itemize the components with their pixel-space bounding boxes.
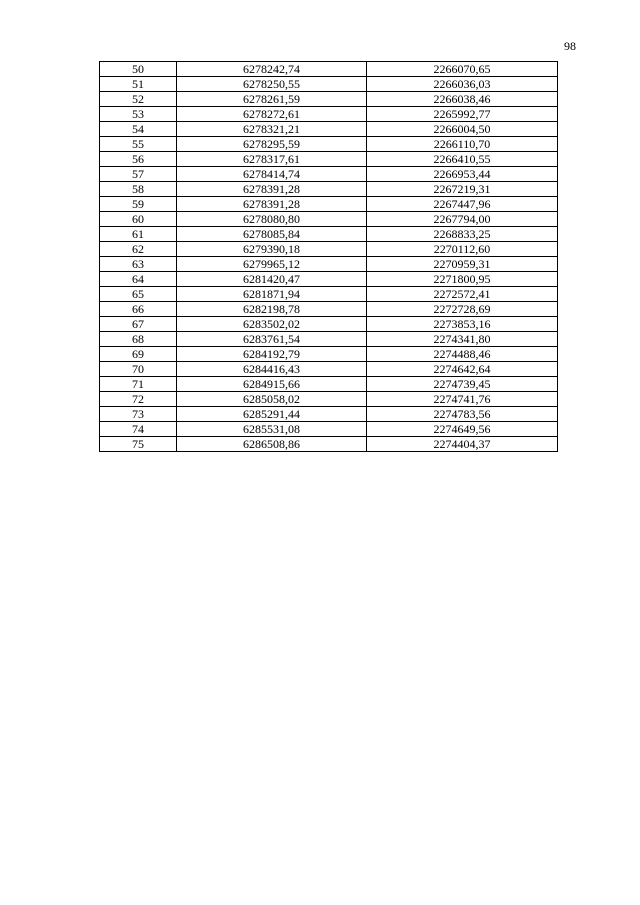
table-row bbox=[100, 152, 558, 167]
x-coordinate-cell: 6285531,08 bbox=[177, 422, 367, 437]
y-coordinate-cell: 2274783,56 bbox=[367, 407, 558, 422]
y-coordinate-cell: 2265992,77 bbox=[367, 107, 558, 122]
point-number-cell: 60 bbox=[100, 212, 177, 227]
table-row bbox=[100, 362, 558, 377]
table-row bbox=[100, 332, 558, 347]
coordinates-table-body bbox=[100, 62, 558, 452]
point-number-cell: 68 bbox=[100, 332, 177, 347]
point-number-cell: 58 bbox=[100, 182, 177, 197]
y-coordinate-cell: 2266953,44 bbox=[367, 167, 558, 182]
x-coordinate-cell: 6283761,54 bbox=[177, 332, 367, 347]
y-coordinate-cell: 2274649,56 bbox=[367, 422, 558, 437]
x-coordinate-cell: 6285058,02 bbox=[177, 392, 367, 407]
point-number-cell: 70 bbox=[100, 362, 177, 377]
table-row bbox=[100, 167, 558, 182]
x-coordinate-cell: 6286508,86 bbox=[177, 437, 367, 452]
point-number-cell: 66 bbox=[100, 302, 177, 317]
y-coordinate-cell: 2270112,60 bbox=[367, 242, 558, 257]
point-number-cell: 73 bbox=[100, 407, 177, 422]
point-number-cell: 51 bbox=[100, 77, 177, 92]
table-row bbox=[100, 137, 558, 152]
table-row bbox=[100, 107, 558, 122]
y-coordinate-cell: 2274404,37 bbox=[367, 437, 558, 452]
table-row bbox=[100, 422, 558, 437]
point-number-cell: 54 bbox=[100, 122, 177, 137]
table-row bbox=[100, 437, 558, 452]
table-row bbox=[100, 377, 558, 392]
x-coordinate-cell: 6278080,80 bbox=[177, 212, 367, 227]
x-coordinate-cell: 6284915,66 bbox=[177, 377, 367, 392]
y-coordinate-cell: 2274739,45 bbox=[367, 377, 558, 392]
x-coordinate-cell: 6281420,47 bbox=[177, 272, 367, 287]
point-number-cell: 52 bbox=[100, 92, 177, 107]
table-row bbox=[100, 182, 558, 197]
x-coordinate-cell: 6278391,28 bbox=[177, 182, 367, 197]
y-coordinate-cell: 2274741,76 bbox=[367, 392, 558, 407]
x-coordinate-cell: 6278085,84 bbox=[177, 227, 367, 242]
y-coordinate-cell: 2273853,16 bbox=[367, 317, 558, 332]
y-coordinate-cell: 2266004,50 bbox=[367, 122, 558, 137]
table-row bbox=[100, 287, 558, 302]
y-coordinate-cell: 2268833,25 bbox=[367, 227, 558, 242]
point-number-cell: 72 bbox=[100, 392, 177, 407]
x-coordinate-cell: 6283502,02 bbox=[177, 317, 367, 332]
point-number-cell: 65 bbox=[100, 287, 177, 302]
y-coordinate-cell: 2267447,96 bbox=[367, 197, 558, 212]
x-coordinate-cell: 6279965,12 bbox=[177, 257, 367, 272]
point-number-cell: 62 bbox=[100, 242, 177, 257]
x-coordinate-cell: 6284192,79 bbox=[177, 347, 367, 362]
x-coordinate-cell: 6284416,43 bbox=[177, 362, 367, 377]
point-number-cell: 71 bbox=[100, 377, 177, 392]
y-coordinate-cell: 2270959,31 bbox=[367, 257, 558, 272]
y-coordinate-cell: 2274488,46 bbox=[367, 347, 558, 362]
page-number: 98 bbox=[564, 39, 576, 53]
y-coordinate-cell: 2274642,64 bbox=[367, 362, 558, 377]
point-number-cell: 63 bbox=[100, 257, 177, 272]
y-coordinate-cell: 2266410,55 bbox=[367, 152, 558, 167]
table-row bbox=[100, 272, 558, 287]
table-row bbox=[100, 257, 558, 272]
point-number-cell: 50 bbox=[100, 62, 177, 77]
point-number-cell: 57 bbox=[100, 167, 177, 182]
table-row bbox=[100, 197, 558, 212]
x-coordinate-cell: 6278272,61 bbox=[177, 107, 367, 122]
point-number-cell: 69 bbox=[100, 347, 177, 362]
table-row bbox=[100, 212, 558, 227]
point-number-cell: 75 bbox=[100, 437, 177, 452]
point-number-cell: 59 bbox=[100, 197, 177, 212]
x-coordinate-cell: 6278261,59 bbox=[177, 92, 367, 107]
x-coordinate-cell: 6278391,28 bbox=[177, 197, 367, 212]
point-number-cell: 55 bbox=[100, 137, 177, 152]
table-row bbox=[100, 77, 558, 92]
table-row bbox=[100, 407, 558, 422]
table-row bbox=[100, 92, 558, 107]
x-coordinate-cell: 6279390,18 bbox=[177, 242, 367, 257]
table-row bbox=[100, 347, 558, 362]
point-number-cell: 74 bbox=[100, 422, 177, 437]
x-coordinate-cell: 6278414,74 bbox=[177, 167, 367, 182]
coordinates-table bbox=[99, 61, 558, 452]
y-coordinate-cell: 2266036,03 bbox=[367, 77, 558, 92]
y-coordinate-cell: 2272728,69 bbox=[367, 302, 558, 317]
x-coordinate-cell: 6282198,78 bbox=[177, 302, 367, 317]
x-coordinate-cell: 6278321,21 bbox=[177, 122, 367, 137]
point-number-cell: 64 bbox=[100, 272, 177, 287]
x-coordinate-cell: 6278317,61 bbox=[177, 152, 367, 167]
x-coordinate-cell: 6278295,59 bbox=[177, 137, 367, 152]
table-row bbox=[100, 122, 558, 137]
point-number-cell: 53 bbox=[100, 107, 177, 122]
y-coordinate-cell: 2267219,31 bbox=[367, 182, 558, 197]
table-row bbox=[100, 302, 558, 317]
table-row bbox=[100, 227, 558, 242]
x-coordinate-cell: 6281871,94 bbox=[177, 287, 367, 302]
point-number-cell: 61 bbox=[100, 227, 177, 242]
point-number-cell: 56 bbox=[100, 152, 177, 167]
y-coordinate-cell: 2266110,70 bbox=[367, 137, 558, 152]
y-coordinate-cell: 2272572,41 bbox=[367, 287, 558, 302]
x-coordinate-cell: 6278250,55 bbox=[177, 77, 367, 92]
y-coordinate-cell: 2274341,80 bbox=[367, 332, 558, 347]
y-coordinate-cell: 2271800,95 bbox=[367, 272, 558, 287]
table-row bbox=[100, 392, 558, 407]
point-number-cell: 67 bbox=[100, 317, 177, 332]
table-row bbox=[100, 62, 558, 77]
y-coordinate-cell: 2267794,00 bbox=[367, 212, 558, 227]
y-coordinate-cell: 2266038,46 bbox=[367, 92, 558, 107]
y-coordinate-cell: 2266070,65 bbox=[367, 62, 558, 77]
x-coordinate-cell: 6278242,74 bbox=[177, 62, 367, 77]
x-coordinate-cell: 6285291,44 bbox=[177, 407, 367, 422]
table-row bbox=[100, 317, 558, 332]
table-row bbox=[100, 242, 558, 257]
